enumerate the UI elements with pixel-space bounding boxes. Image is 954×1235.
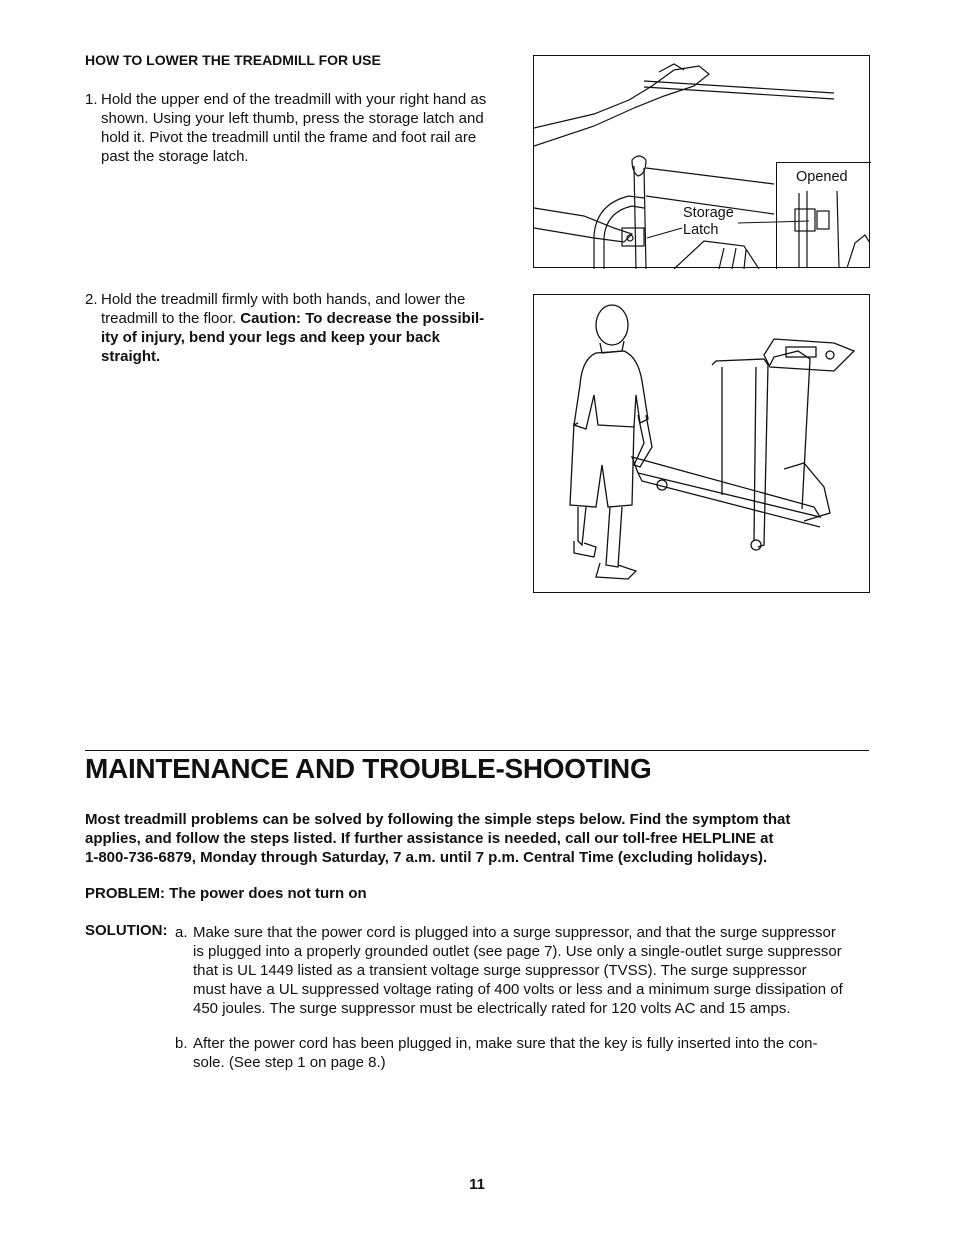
section-divider [85, 750, 869, 751]
section-heading: HOW TO LOWER THE TREADMILL FOR USE [85, 52, 381, 68]
page-title: MAINTENANCE AND TROUBLE-SHOOTING [85, 753, 652, 784]
step-2-line-mixed [101, 309, 510, 328]
label-latch: Latch [683, 222, 719, 238]
problem-heading: PROBLEM: The power does not turn on [85, 885, 367, 902]
intro-line: 1-800-736-6879, Monday through Saturday, 7 a.m. until 7 p.m. Central Time (excluding holidays). [85, 849, 768, 866]
person-lowering-treadmill-illustration [534, 295, 871, 594]
solution-b-line: sole. (See step 1 on page 8.) [193, 1054, 386, 1071]
step-1-line: Hold the upper end of the treadmill with your right hand as [101, 91, 487, 108]
solution-a-line: 450 joules. The surge suppressor must be electrically rated for 120 volts AC and 15 amps. [193, 1000, 791, 1017]
solution-label: SOLUTION: [85, 922, 168, 939]
intro-paragraph [85, 810, 875, 867]
step-1 [85, 90, 510, 166]
step-1-line: past the storage latch. [101, 148, 249, 165]
step-2-plain-text: treadmill to the floor. [101, 310, 241, 327]
solution-a [175, 923, 875, 1018]
page-number: 11 [469, 1176, 485, 1193]
figure-storage-latch [533, 55, 870, 268]
intro-line: Most treadmill problems can be solved by following the simple steps below. Find the symptom that [85, 811, 791, 828]
solution-a-line: is plugged into a properly grounded outlet (see page 7). Use only a single-outlet surge suppressor [193, 943, 842, 960]
caution-line: straight. [101, 348, 161, 365]
step-1-line: hold it. Pivot the treadmill until the frame and foot rail are [101, 129, 477, 146]
intro-line: applies, and follow the steps listed. If further assistance is needed, call our toll-free HELPLINE at [85, 830, 774, 847]
label-storage: Storage [683, 205, 734, 221]
step-2 [85, 290, 510, 366]
caution-line: ity of injury, bend your legs and keep your back [101, 329, 440, 346]
caution-text: Caution: To decrease the possibil- [240, 310, 485, 327]
label-opened: Opened [796, 169, 848, 185]
solution-b-letter: b. [175, 1035, 188, 1052]
solution-b [175, 1034, 875, 1072]
step-1-number: 1. [85, 91, 98, 108]
step-2-line: Hold the treadmill firmly with both hands, and lower the [101, 291, 466, 308]
step-2-number: 2. [85, 291, 98, 308]
solution-a-line: Make sure that the power cord is plugged into a surge suppressor, and that the surge suppressor [193, 924, 836, 941]
leader-lines [534, 56, 871, 269]
solution-a-line: must have a UL suppressed voltage rating of 400 volts or less and a minimum surge dissipation of [193, 981, 843, 998]
step-1-line: shown. Using your left thumb, press the storage latch and [101, 110, 484, 127]
solution-a-letter: a. [175, 924, 188, 941]
solution-a-line: that is UL 1449 listed as a transient voltage surge suppressor (TVSS). The surge suppressor [193, 962, 807, 979]
solution-b-line: After the power cord has been plugged in, make sure that the key is fully inserted into the con- [193, 1035, 818, 1052]
figure-lower-treadmill [533, 294, 870, 593]
